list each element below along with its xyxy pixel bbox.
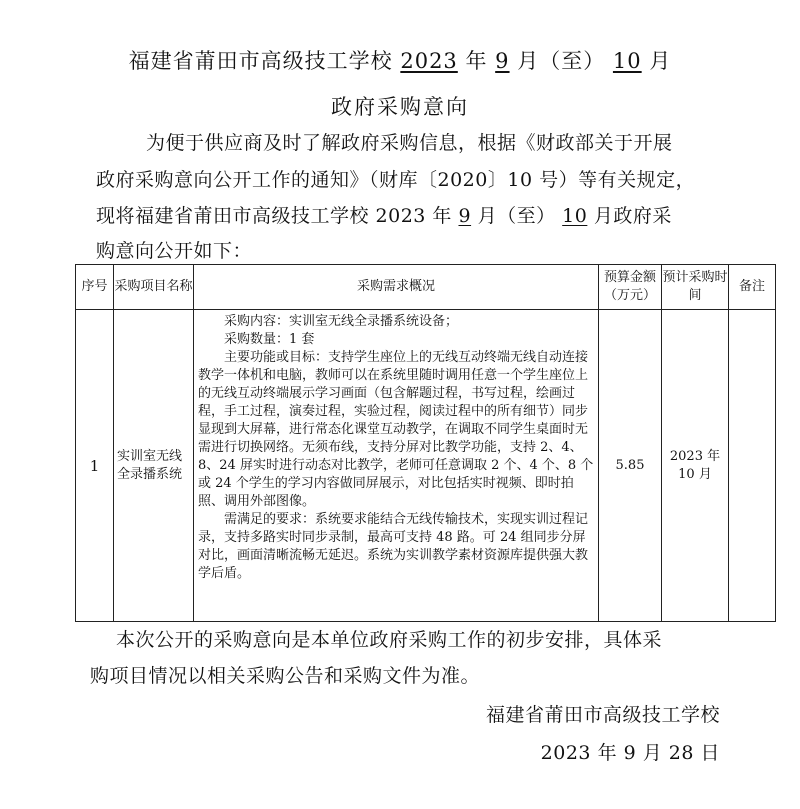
header-desc: 采购需求概况	[194, 265, 599, 310]
title-year-unit: 年	[465, 49, 488, 73]
desc-function: 主要功能或目标：支持学生座位上的无线互动终端无线自动连接教学一体机和电脑，教师可以在系统里随时调用任意一个学生座位上的无线互动终端展示学习画面（包含解题过程，书写过程，绘画过程，手工过程，演奏过程，实验过程，阅读过程中的所有细节）同步显现到大屏幕，进行常态化课堂互动教学，在调取不同学生桌面时无需进行切换网络。无须布线，支持分屏对比教学功能，支持 2、4、8、24 屏实时进行动态对比教学，老师可任意调取 2 个、4 个、8 个或 24 个学生的学习内容做同屏展示，对比包括实时视频、即时拍照、调用外部图像。	[198, 350, 594, 509]
procurement-table	[75, 264, 776, 622]
desc-content: 采购内容：实训室无线全录播系统设备；	[224, 314, 459, 329]
document-title	[0, 46, 800, 76]
title-school: 福建省莆田市高级技工学校	[128, 49, 393, 73]
intro-line-1: 为便于供应商及时了解政府采购信息，根据《财政部关于开展	[146, 132, 673, 154]
intro-line-4: 购意向公开如下：	[96, 240, 253, 262]
title-month-start: 9	[495, 49, 510, 73]
header-budget: 预算金额（万元）	[599, 265, 662, 310]
table-header-row	[76, 265, 776, 310]
title-month-unit2: 月	[649, 49, 672, 73]
row-name: 实训室无线全录播系统	[114, 310, 194, 622]
title-month-unit1: 月（至）	[517, 49, 606, 73]
intro-line-3-c: 月政府采	[587, 205, 672, 227]
intro-line-2: 政府采购意向公开工作的通知》（财库〔2020〕10 号）等有关规定，	[96, 169, 696, 191]
row-desc	[194, 310, 599, 622]
intro-month-start: 9	[458, 205, 472, 227]
header-name: 采购项目名称	[114, 265, 194, 310]
document-subtitle: 政府采购意向	[331, 95, 469, 119]
desc-requirements: 需满足的要求：系统要求能结合无线传输技术，实现实训过程记录，支持多路实时同步录制，最高可支持 48 路。可 24 组同步分屏对比，画面清晰流畅无延迟。系统为实训教学素材资源库提供强大教学后盾。	[198, 512, 589, 581]
header-note: 备注	[729, 265, 776, 310]
title-year: 2023	[400, 49, 458, 73]
intro-month-end: 10	[562, 205, 588, 227]
intro-line-3-a: 现将福建省莆田市高级技工学校 2023 年	[96, 205, 459, 227]
desc-quantity: 采购数量：1 套	[224, 332, 315, 347]
intro-line-3	[96, 201, 672, 231]
title-month-end: 10	[612, 49, 642, 73]
header-time: 预计采购时间	[662, 265, 729, 310]
row-no: 1	[76, 310, 114, 622]
table-row	[76, 310, 776, 622]
header-no: 序号	[76, 265, 114, 310]
intro-line-3-b: 月（至）	[471, 205, 563, 227]
row-note	[729, 310, 776, 622]
closing-line-1: 本次公开的采购意向是本单位政府采购工作的初步安排，具体采	[116, 629, 663, 651]
signing-date: 2023 年 9 月 28 日	[540, 742, 720, 764]
row-time: 2023 年 10 月	[662, 310, 729, 622]
closing-line-2: 购项目情况以相关采购公告和采购文件为准。	[90, 665, 481, 687]
signer: 福建省莆田市高级技工学校	[485, 704, 720, 726]
row-budget: 5.85	[599, 310, 662, 622]
